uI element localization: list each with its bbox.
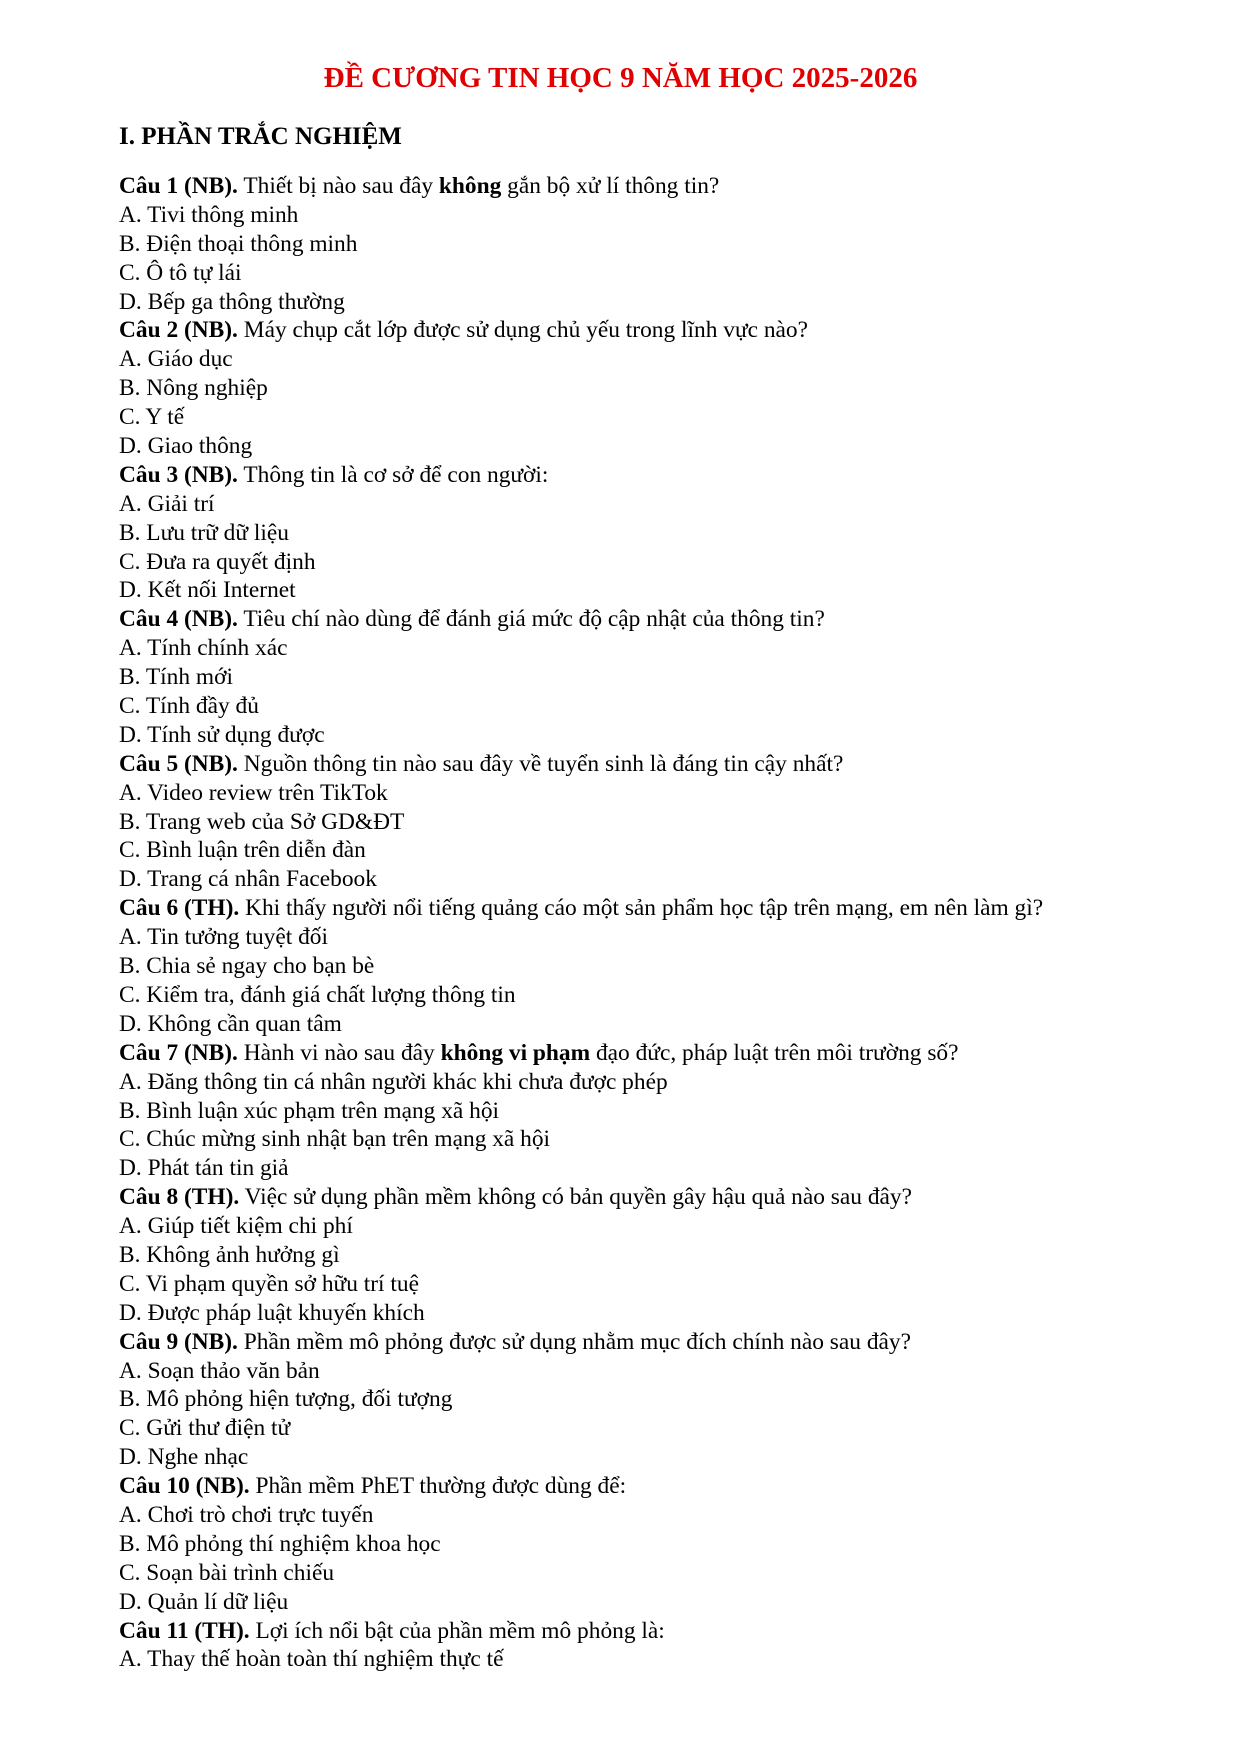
question-9 xyxy=(119,1328,1229,1357)
question-label: Câu 9 (NB). xyxy=(119,1328,238,1355)
answer-option: D. Không cần quan tâm xyxy=(119,1010,342,1037)
answer-option: A. Video review trên TikTok xyxy=(119,779,388,806)
question-text: Thiết bị nào sau đây xyxy=(243,173,434,199)
question-label: Câu 8 (TH). xyxy=(119,1184,240,1211)
question-4 xyxy=(119,605,1229,634)
answer-option: B. Chia sẻ ngay cho bạn bè xyxy=(119,953,375,980)
question-8 xyxy=(119,1183,1229,1212)
answer-option: B. Không ảnh hưởng gì xyxy=(119,1241,340,1268)
question-10 xyxy=(119,1472,1229,1501)
question-text: Khi thấy người nổi tiếng quảng cáo một sản phẩm học tập trên mạng, em nên làm gì? xyxy=(245,895,1044,922)
answer-option: B. Điện thoại thông minh xyxy=(119,230,358,257)
question-label: Câu 6 (TH). xyxy=(119,895,240,922)
answer-option: A. Thay thế hoàn toàn thí nghiệm thực tế xyxy=(119,1646,504,1673)
answer-option: C. Chúc mừng sinh nhật bạn trên mạng xã hội xyxy=(119,1126,551,1153)
question-text: Việc sử dụng phần mềm không có bản quyền gây hậu quả nào sau đây? xyxy=(244,1184,912,1211)
answer-option: C. Gửi thư điện tử xyxy=(119,1415,291,1442)
question-label: Câu 7 (NB). xyxy=(119,1039,238,1066)
question-keyword: không vi phạm xyxy=(440,1039,591,1066)
question-5 xyxy=(119,750,1229,779)
question-label: Câu 1 (NB). xyxy=(119,173,238,199)
question-11 xyxy=(119,1617,1229,1646)
answer-option: C. Ô tô tự lái xyxy=(119,259,242,286)
answer-option: D. Bếp ga thông thường xyxy=(119,288,345,315)
answer-option: B. Mô phỏng hiện tượng, đối tượng xyxy=(119,1386,453,1413)
answer-option: D. Được pháp luật khuyến khích xyxy=(119,1299,425,1326)
question-7 xyxy=(119,1039,1229,1068)
answer-option: C. Bình luận trên diễn đàn xyxy=(119,837,366,864)
question-label: Câu 2 (NB). xyxy=(119,317,238,344)
question-label: Câu 4 (NB). xyxy=(119,606,238,633)
question-text: gắn bộ xử lí thông tin? xyxy=(507,173,720,199)
question-text: Phần mềm mô phỏng được sử dụng nhằm mục đích chính nào sau đây? xyxy=(243,1328,911,1355)
document-title: ĐỀ CƯƠNG TIN HỌC 9 NĂM HỌC 2025-2026 xyxy=(323,62,918,94)
section-heading: I. PHẦN TRẮC NGHIỆM xyxy=(119,123,402,150)
answer-option: D. Quản lí dữ liệu xyxy=(119,1588,289,1615)
answer-option: C. Tính đầy đủ xyxy=(119,693,259,720)
answer-option: C. Đưa ra quyết định xyxy=(119,548,316,575)
answer-option: B. Mô phỏng thí nghiệm khoa học xyxy=(119,1530,441,1557)
answer-option: D. Nghe nhạc xyxy=(119,1444,249,1471)
answer-option: D. Trang cá nhân Facebook xyxy=(119,866,377,893)
answer-option: C. Vi phạm quyền sở hữu trí tuệ xyxy=(119,1270,419,1297)
answer-option: B. Lưu trữ dữ liệu xyxy=(119,519,289,546)
question-text: Máy chụp cắt lớp được sử dụng chủ yếu trong lĩnh vực nào? xyxy=(243,317,809,344)
answer-option: D. Tính sử dụng được xyxy=(119,721,325,748)
answer-option: C. Kiểm tra, đánh giá chất lượng thông tin xyxy=(119,981,516,1008)
question-text: đạo đức, pháp luật trên môi trường số? xyxy=(595,1039,959,1066)
question-keyword: không xyxy=(438,173,502,199)
answer-option: A. Giải trí xyxy=(119,490,215,517)
question-6 xyxy=(119,894,1229,923)
question-text: Lợi ích nổi bật của phần mềm mô phỏng là: xyxy=(255,1617,665,1644)
answer-option: A. Giáo dục xyxy=(119,346,233,373)
answer-option: B. Bình luận xúc phạm trên mạng xã hội xyxy=(119,1097,500,1124)
answer-option: A. Tivi thông minh xyxy=(119,201,299,228)
question-text: Phần mềm PhET thường được dùng để: xyxy=(255,1473,627,1500)
answer-option: B. Nông nghiệp xyxy=(119,375,268,402)
answer-option: D. Giao thông xyxy=(119,433,253,460)
answer-option: D. Kết nối Internet xyxy=(119,577,296,604)
question-2 xyxy=(119,316,1229,345)
question-label: Câu 3 (NB). xyxy=(119,461,238,488)
question-text: Tiêu chí nào dùng để đánh giá mức độ cập nhật của thông tin? xyxy=(243,606,825,633)
answer-option: A. Đăng thông tin cá nhân người khác khi chưa được phép xyxy=(119,1068,668,1095)
answer-option: C. Soạn bài trình chiếu xyxy=(119,1559,335,1586)
answer-option: A. Tính chính xác xyxy=(119,635,288,662)
question-label: Câu 10 (NB). xyxy=(119,1473,250,1500)
answer-option: A. Giúp tiết kiệm chi phí xyxy=(119,1213,353,1240)
question-text: Thông tin là cơ sở để con người: xyxy=(243,461,549,488)
answer-option: B. Trang web của Sở GD&ĐT xyxy=(119,808,405,835)
answer-option: B. Tính mới xyxy=(119,664,233,691)
question-1 xyxy=(119,172,1229,201)
question-text: Nguồn thông tin nào sau đây về tuyển sinh là đáng tin cậy nhất? xyxy=(243,750,844,777)
question-label: Câu 5 (NB). xyxy=(119,750,238,777)
question-label: Câu 11 (TH). xyxy=(119,1617,250,1644)
question-3 xyxy=(119,461,1229,490)
answer-option: A. Chơi trò chơi trực tuyến xyxy=(119,1501,374,1528)
answer-option: C. Y tế xyxy=(119,404,185,431)
answer-option: D. Phát tán tin giả xyxy=(119,1155,289,1182)
answer-option: A. Tin tưởng tuyệt đối xyxy=(119,924,328,951)
question-list xyxy=(119,172,1229,1674)
question-text: Hành vi nào sau đây xyxy=(243,1039,435,1066)
answer-option: A. Soạn thảo văn bản xyxy=(119,1357,320,1384)
